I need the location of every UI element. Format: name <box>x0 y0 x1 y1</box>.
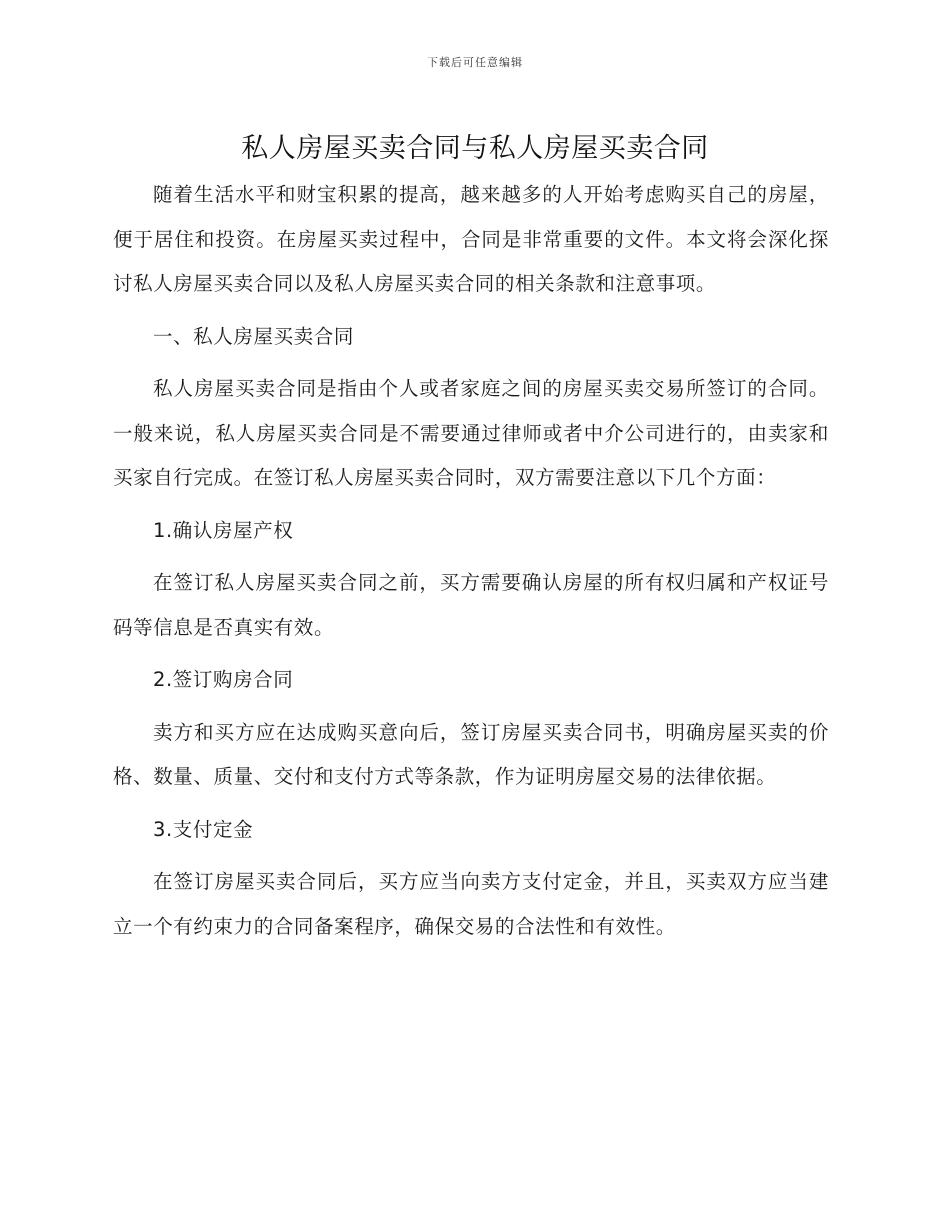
item-paragraph-3: 在签订房屋买卖合同后，买方应当向卖方支付定金，并且，买卖双方应当建立一个有约束力的合同备案程序，确保交易的合法性和有效性。 <box>113 870 829 938</box>
intro-paragraph: 随着生活水平和财宝积累的提高，越来越多的人开始考虑购买自己的房屋，便于居住和投资。在房屋买卖过程中，合同是非常重要的文件。本文将会深化探讨私人房屋买卖合同以及私人房屋买卖合同的相关条款和注意事项。 <box>113 183 829 295</box>
document-title: 私人房屋买卖合同与私人房屋买卖合同 <box>241 133 709 164</box>
item-heading-3: 3.支付定金 <box>152 817 254 841</box>
section-heading: 一、私人房屋买卖合同 <box>152 324 354 348</box>
section-paragraph: 私人房屋买卖合同是指由个人或者家庭之间的房屋买卖交易所签订的合同。一般来说，私人房屋买卖合同是不需要通过律师或者中介公司进行的，由卖家和买家自行完成。在签订私人房屋买卖合同时，双方需要注意以下几个方面： <box>113 377 829 489</box>
item-paragraph-2: 卖方和买方应在达成购买意向后，签订房屋买卖合同书，明确房屋买卖的价格、数量、质量、交付和支付方式等条款，作为证明房屋交易的法律依据。 <box>113 720 829 788</box>
item-paragraph-1: 在签订私人房屋买卖合同之前，买方需要确认房屋的所有权归属和产权证号码等信息是否真实有效。 <box>113 571 829 639</box>
document-body <box>113 173 829 957</box>
item-heading-2: 2.签订购房合同 <box>152 668 294 691</box>
header-note: 下载后可任意编辑 <box>427 56 523 69</box>
item-heading-1: 1.确认房屋产权 <box>152 518 294 542</box>
